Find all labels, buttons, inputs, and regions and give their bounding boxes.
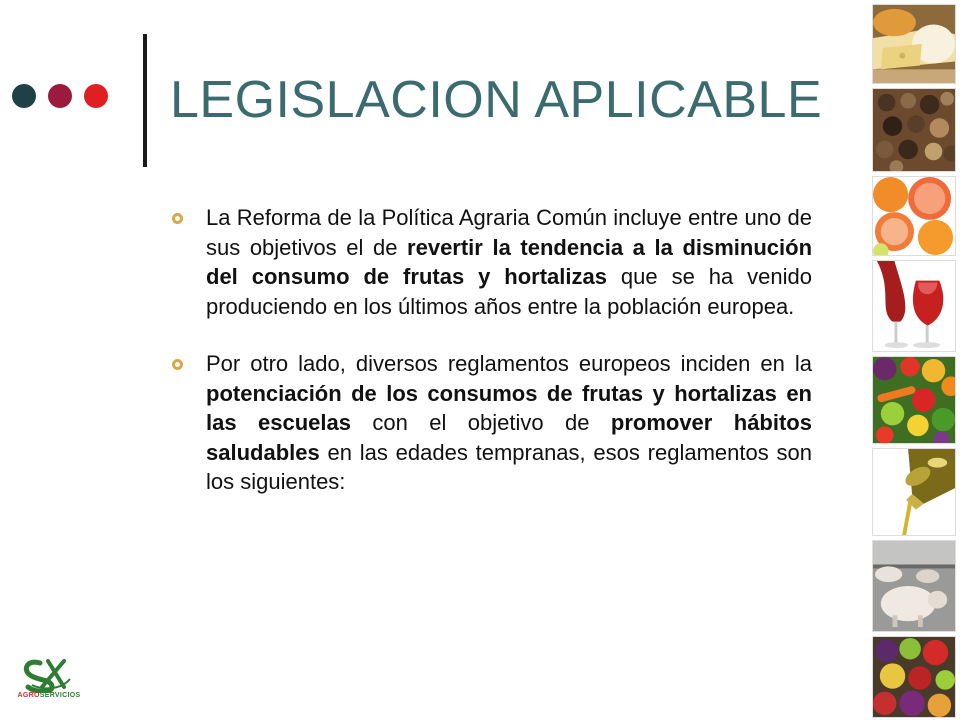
bullet-text-regular: con el objetivo de	[350, 410, 611, 435]
dot-icon	[48, 84, 72, 108]
pigs-icon	[872, 540, 956, 632]
decorative-dots	[12, 84, 108, 108]
logo-emblem-icon	[14, 655, 84, 693]
bullet-ring-icon	[172, 359, 183, 370]
wine-glass-icon	[872, 260, 956, 352]
dot-icon	[84, 84, 108, 108]
title-divider	[143, 34, 147, 167]
vegetables-icon	[872, 356, 956, 444]
bullet-text-regular: La Reforma de la Política Agraria Común incluye entre uno de sus objetivos el de	[206, 205, 812, 260]
logo-word-servicios: SERVICIOS	[39, 692, 81, 699]
dot-icon	[12, 84, 36, 108]
bullet-text-bold: revertir la tendencia a la disminución del consumo de frutas y hortalizas	[206, 234, 813, 289]
bullet-item	[172, 203, 812, 321]
logo-word-agro: AGRO	[17, 692, 40, 699]
bullet-text-regular: Por otro lado, diversos reglamentos europeos inciden en la	[206, 351, 812, 376]
bullet-text-regular: que se ha venido produciendo en los últimos años entre la población europea.	[206, 264, 812, 319]
bullet-text-regular: en las edades tempranas, esos reglamentos son los siguientes:	[206, 439, 812, 494]
logo-wordmark	[14, 692, 84, 699]
animal-feed-icon	[872, 88, 956, 172]
bullet-ring-icon	[172, 213, 183, 224]
fruit-basket-icon	[872, 636, 956, 718]
agroservicios-logo	[14, 655, 84, 707]
cheese-icon	[872, 4, 956, 84]
slide-title: LEGISLACION APLICABLE	[170, 71, 823, 129]
bullet-list	[172, 203, 812, 525]
bullet-item	[172, 349, 812, 497]
olive-oil-icon	[872, 448, 956, 536]
photo-strip	[868, 0, 960, 720]
bullet-text-bold: potenciación de los consumos de frutas y hortalizas en las escuelas	[206, 380, 812, 435]
citrus-icon	[872, 176, 956, 256]
bullet-text-bold: promover hábitos saludables	[206, 410, 812, 465]
